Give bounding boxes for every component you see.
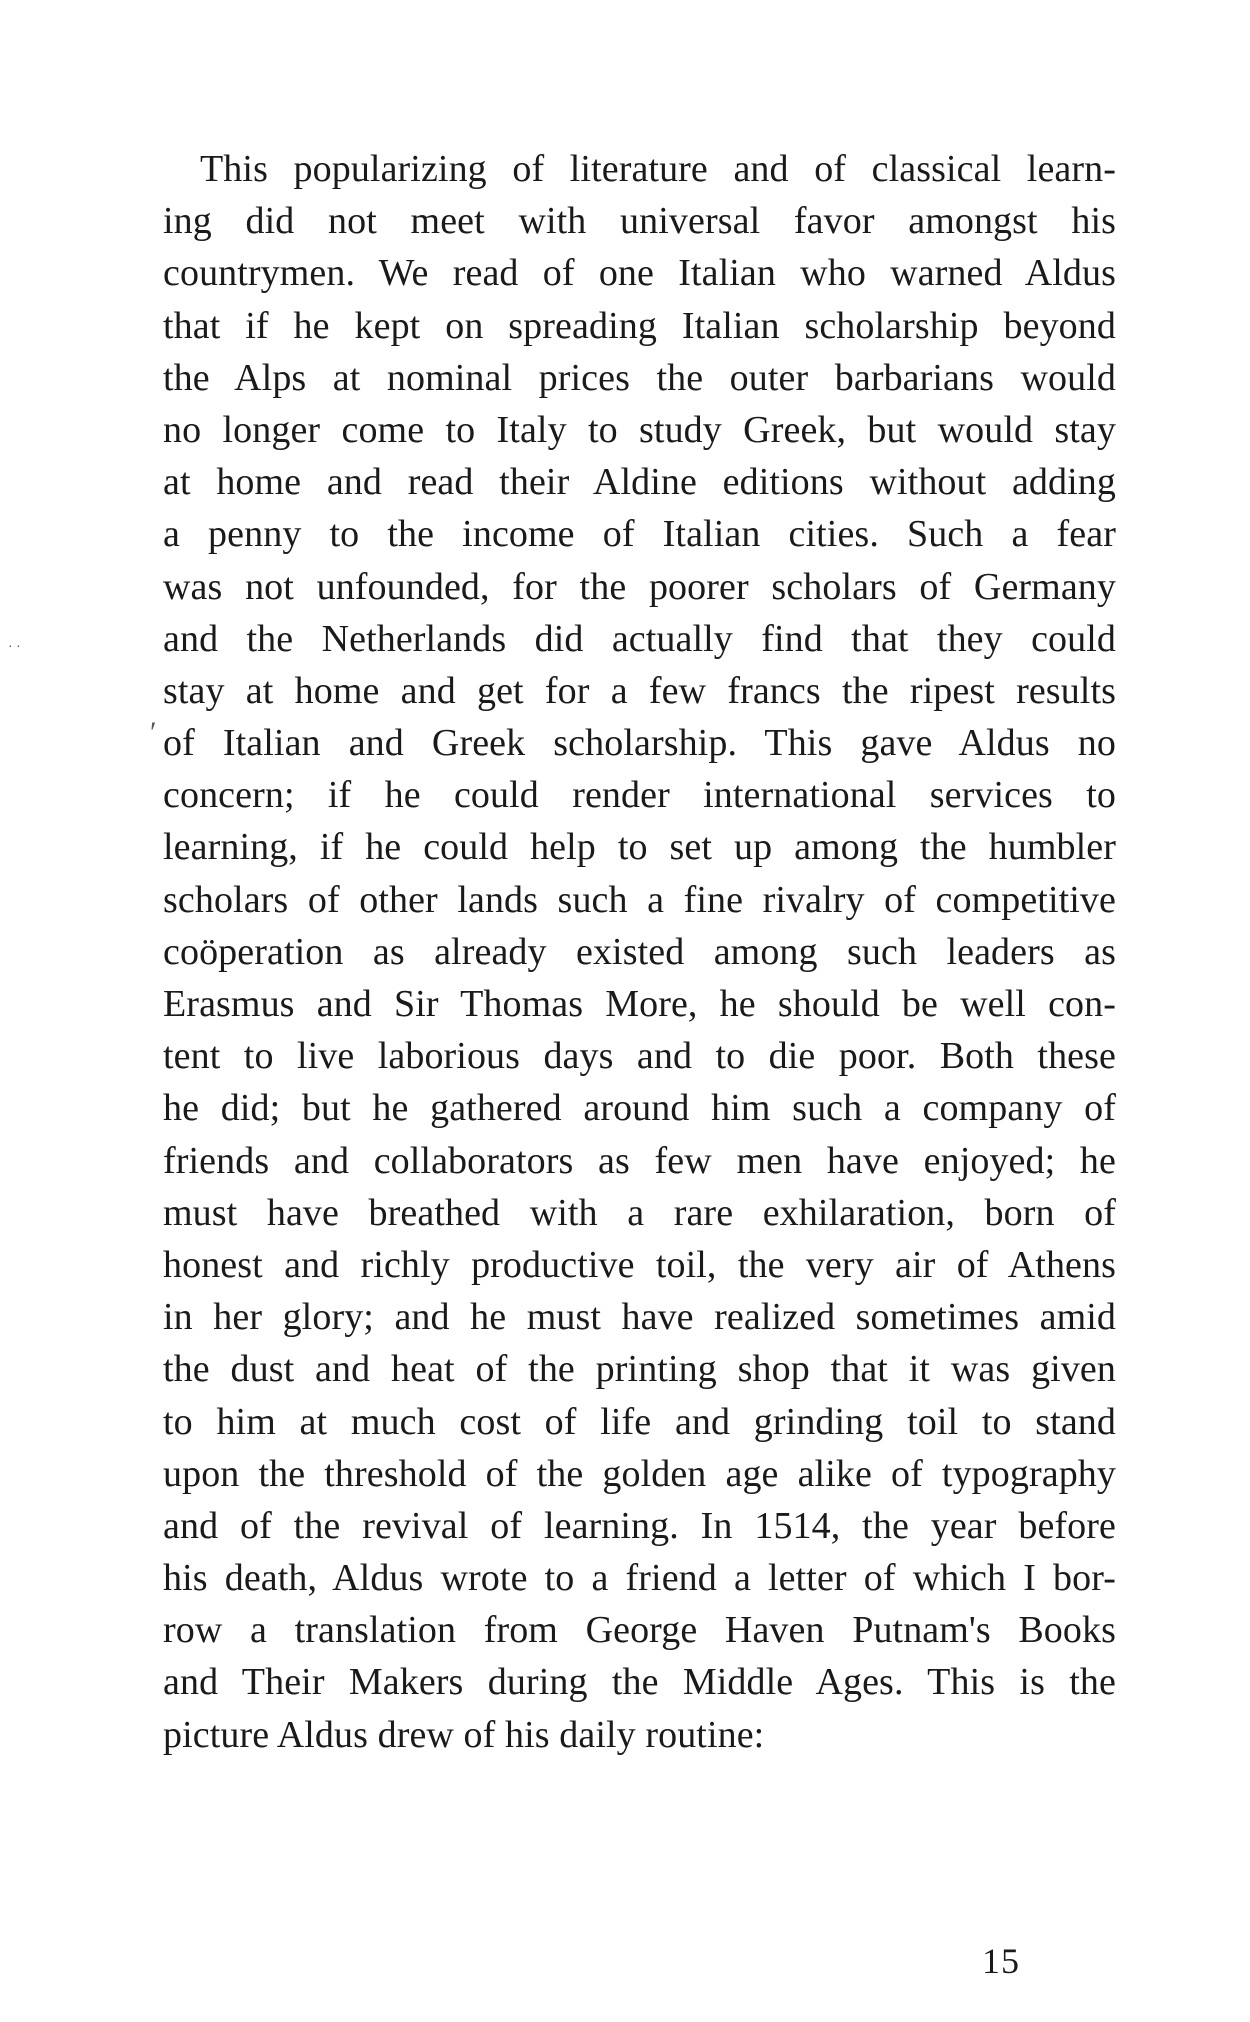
- text-line: concern; if he could render international services to: [163, 774, 1116, 817]
- text-line: he did; but he gathered around him such a company of: [163, 1087, 1116, 1130]
- text-line: upon the threshold of the golden age alike of typography: [163, 1452, 1116, 1495]
- page-number: 15: [982, 1941, 1020, 1981]
- text-line: that if he kept on spreading Italian scholarship beyond: [163, 304, 1116, 347]
- text-line: and Their Makers during the Middle Ages. This is the: [163, 1661, 1116, 1704]
- text-line: friends and collaborators as few men have enjoyed; he: [163, 1139, 1116, 1182]
- text-line: no longer come to Italy to study Greek, but would stay: [163, 408, 1116, 451]
- text-line: picture Aldus drew of his daily routine:: [163, 1713, 765, 1756]
- text-line: stay at home and get for a few francs the ripest results: [163, 669, 1116, 712]
- margin-tick-mark: ′: [150, 716, 157, 749]
- text-line: of Italian and Greek scholarship. This gave Aldus no: [163, 722, 1116, 765]
- text-line: in her glory; and he must have realized sometimes amid: [163, 1296, 1116, 1339]
- text-line: row a translation from George Haven Putnam's Books: [163, 1609, 1116, 1652]
- text-line: and the Netherlands did actually find that they could: [163, 617, 1116, 660]
- text-line: a penny to the income of Italian cities. Such a fear: [163, 513, 1116, 556]
- text-line: tent to live laborious days and to die poor. Both these: [163, 1035, 1116, 1078]
- text-line: at home and read their Aldine editions without adding: [163, 461, 1116, 504]
- text-line: scholars of other lands such a fine rivalry of competitive: [163, 878, 1116, 921]
- body-paragraph: [163, 143, 1116, 1761]
- text-line: countrymen. We read of one Italian who warned Aldus: [163, 252, 1116, 295]
- text-line: This popularizing of literature and of classical learn-: [200, 148, 1116, 190]
- text-line: learning, if he could help to set up among the humbler: [163, 826, 1116, 869]
- text-line: Erasmus and Sir Thomas More, he should be well con-: [163, 983, 1116, 1025]
- text-line: the dust and heat of the printing shop that it was given: [163, 1348, 1116, 1391]
- text-line: must have breathed with a rare exhilaration, born of: [163, 1191, 1116, 1234]
- text-line: and of the revival of learning. In 1514, the year before: [163, 1504, 1116, 1547]
- text-line: the Alps at nominal prices the outer barbarians would: [163, 356, 1116, 399]
- text-line: his death, Aldus wrote to a friend a letter of which I bor-: [163, 1557, 1116, 1600]
- text-line: was not unfounded, for the poorer scholars of Germany: [163, 565, 1116, 608]
- text-line: honest and richly productive toil, the very air of Athens: [163, 1243, 1116, 1286]
- text-line: to him at much cost of life and grinding toil to stand: [163, 1400, 1116, 1443]
- text-line: ing did not meet with universal favor amongst his: [163, 200, 1116, 243]
- text-line: coöperation as already existed among such leaders as: [163, 930, 1116, 973]
- margin-dot-mark: · ·: [8, 640, 21, 655]
